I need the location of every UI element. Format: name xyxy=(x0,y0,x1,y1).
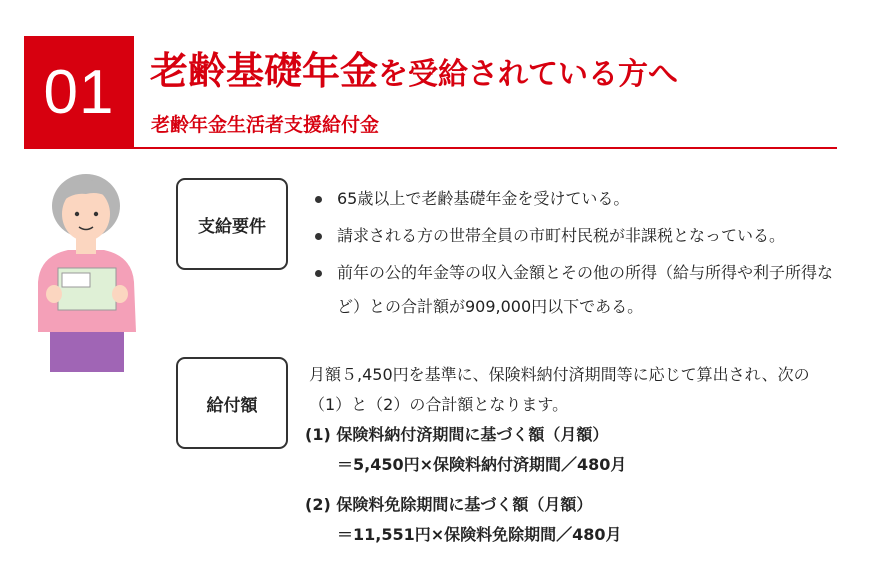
title-divider xyxy=(24,147,837,149)
requirement-item: 前年の公的年金等の収入金額とその他の所得（給与所得や利子所得など）との合計額が909,000円以下である。 xyxy=(313,256,833,324)
requirement-item: 65歳以上で老齢基礎年金を受けている。 xyxy=(313,182,833,216)
skirt xyxy=(50,327,124,372)
payment-item-1-title: (1) 保険料納付済期間に基づく額（月額） xyxy=(305,425,609,444)
elderly-woman-illustration xyxy=(18,172,153,377)
section-number: 01 xyxy=(43,57,115,127)
requirements-list xyxy=(313,182,833,327)
section-number-badge xyxy=(24,36,134,148)
requirement-item: 請求される方の世帯全員の市町村民税が非課税となっている。 xyxy=(313,219,833,253)
payment-item-2-title: (2) 保険料免除期間に基づく額（月額） xyxy=(305,495,593,514)
section-title xyxy=(150,40,678,95)
payment-details xyxy=(305,360,835,550)
bullet-dot-icon xyxy=(315,233,322,240)
title-rest: を受給されている方へ xyxy=(378,57,679,92)
bullet-dot-icon xyxy=(315,196,322,203)
payment-label-box xyxy=(176,357,288,449)
title-emphasis: 老齢基礎年金 xyxy=(150,49,379,93)
payment-label: 給付額 xyxy=(206,395,258,416)
requirements-label: 支給要件 xyxy=(198,216,266,237)
payment-intro: 月額５,450円を基準に、保険料納付済期間等に応じて算出され、次の（1）と（2）の合計額となります。 xyxy=(309,365,810,414)
bullet-dot-icon xyxy=(315,270,322,277)
section-subtitle: 老齢年金生活者支援給付金 xyxy=(151,114,380,136)
payment-item-2-formula: ＝11,551円×保険料免除期間／480月 xyxy=(337,525,622,544)
requirements-label-box xyxy=(176,178,288,270)
payment-item-1-formula: ＝5,450円×保険料納付済期間／480月 xyxy=(337,455,627,474)
